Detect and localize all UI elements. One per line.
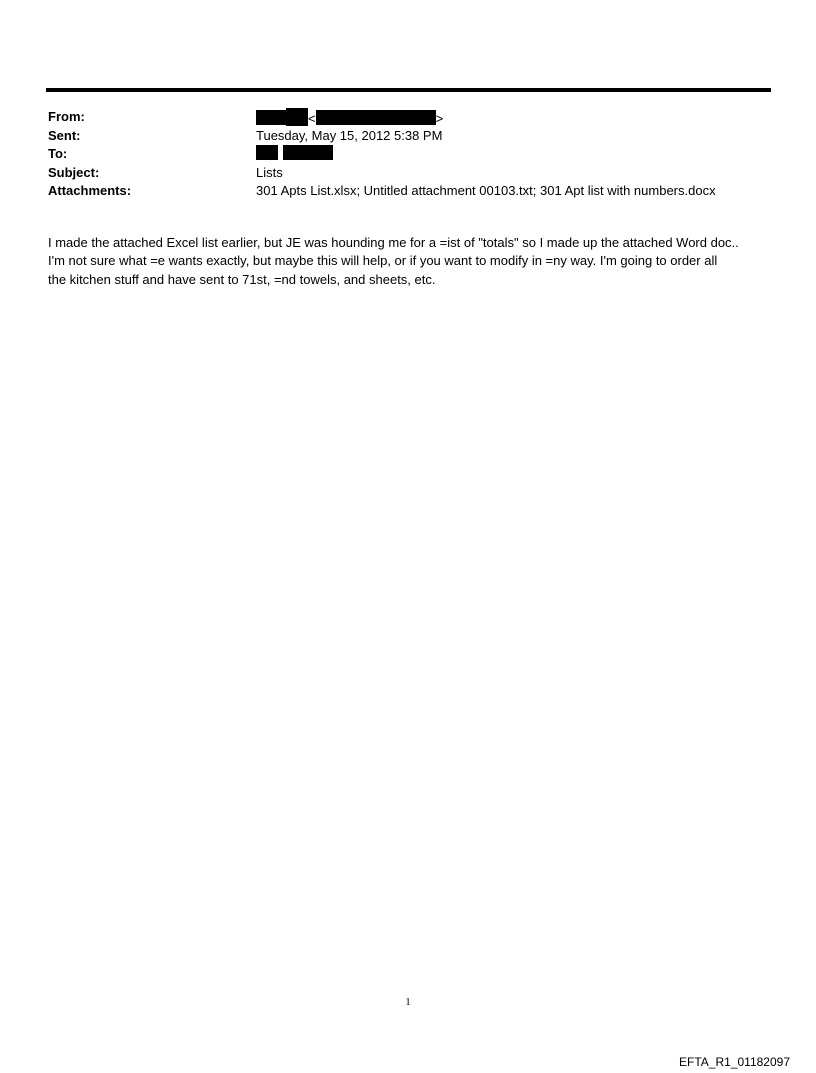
from-label: From: <box>48 109 85 124</box>
from-row <box>48 108 778 127</box>
redaction-block <box>316 110 436 125</box>
subject-label: Subject: <box>48 164 100 180</box>
email-header <box>48 108 778 201</box>
to-label: To: <box>48 146 68 161</box>
attachments-row <box>48 182 778 201</box>
sent-row <box>48 127 778 146</box>
from-open-bracket: < <box>308 111 316 126</box>
page-number: 1 <box>405 996 411 1008</box>
subject-value: Lists <box>256 164 283 180</box>
to-value <box>256 145 333 164</box>
document-id: EFTA_R1_01182097 <box>679 1055 790 1069</box>
from-close-bracket: > <box>435 111 444 126</box>
email-body <box>48 234 778 289</box>
header-rule <box>46 88 771 92</box>
attachments-label: Attachments: <box>48 183 132 198</box>
redaction-block <box>256 145 278 160</box>
redaction-block <box>286 108 308 126</box>
body-line: the kitchen stuff and have sent to 71st, =nd towels, and sheets, etc. <box>48 271 436 287</box>
body-line: I'm not sure what =e wants exactly, but maybe this will help, or if you want to modify in =ny way. I'm going to order all <box>48 253 718 269</box>
redaction-block <box>283 145 333 160</box>
attachments-value[interactable]: 301 Apts List.xlsx; Untitled attachment 00103.txt; 301 Apt list with numbers.docx <box>256 183 716 198</box>
sent-label: Sent: <box>48 127 81 143</box>
from-value <box>256 108 443 129</box>
subject-row <box>48 164 778 183</box>
to-row <box>48 145 778 164</box>
sent-value: Tuesday, May 15, 2012 5:38 PM <box>256 127 443 143</box>
body-line: I made the attached Excel list earlier, but JE was hounding me for a =ist of "totals" so I made up the attached Word doc.. <box>48 235 739 250</box>
redaction-block <box>256 110 286 125</box>
